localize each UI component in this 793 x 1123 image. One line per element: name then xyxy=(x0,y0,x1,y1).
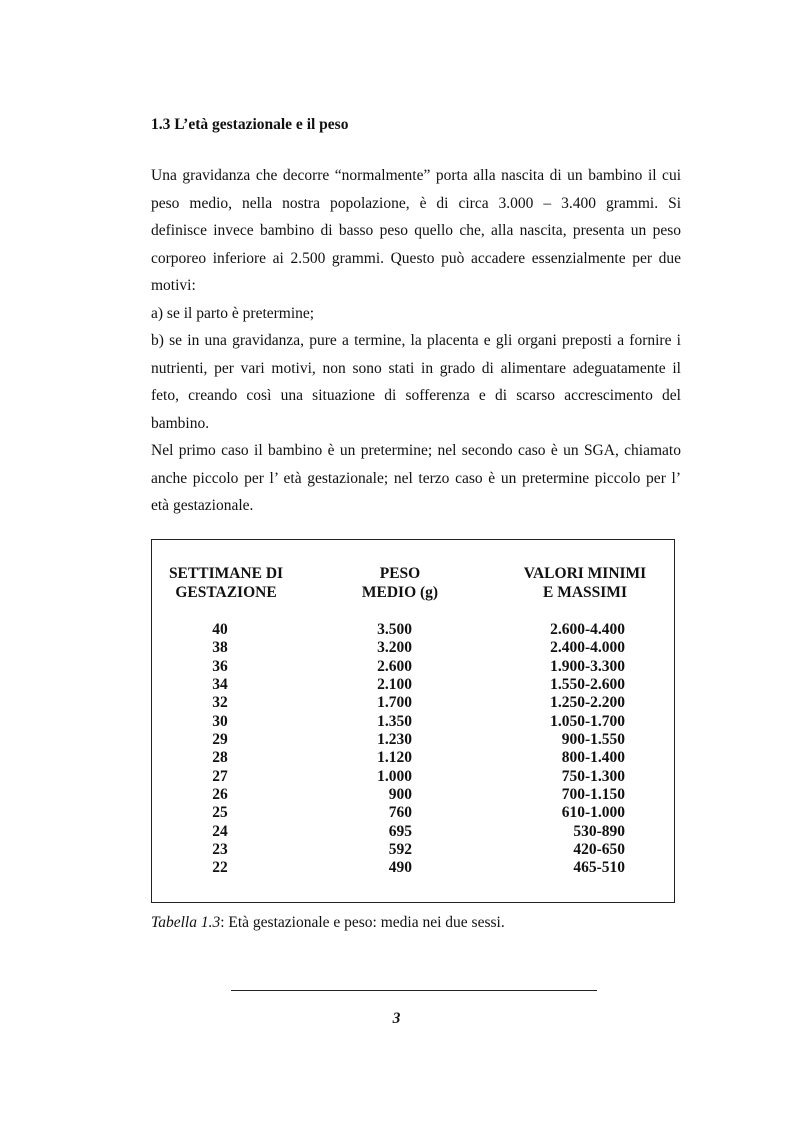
header-weeks-line: SETTIMANE DI xyxy=(168,565,284,582)
cell-range: 800-1.400 xyxy=(561,749,625,767)
cell-weeks: 30 xyxy=(212,712,228,730)
cell-weeks: 27 xyxy=(212,767,228,785)
header-range-line: E MASSIMI xyxy=(543,583,627,601)
header-peso-line: MEDIO (g) xyxy=(361,583,439,601)
cell-weeks: 36 xyxy=(212,657,228,675)
table-caption xyxy=(151,914,505,932)
cell-peso: 2.600 xyxy=(377,657,412,675)
cell-range: 700-1.150 xyxy=(561,786,625,804)
section-heading: 1.3 L’età gestazionale e il peso xyxy=(151,116,349,133)
header-range xyxy=(515,565,655,602)
header-peso xyxy=(345,565,455,602)
cell-peso: 3.200 xyxy=(377,639,412,657)
cell-range: 1.550-2.600 xyxy=(550,676,625,694)
peso-column xyxy=(352,621,412,878)
paragraph-line: definisce invece bambino di basso peso quello che, alla nascita, presenta un peso xyxy=(151,222,681,239)
paragraph-line: motivi: xyxy=(151,277,196,294)
paragraph-line: Nel primo caso il bambino è un pretermine; nel secondo caso è un SGA, chiamato xyxy=(151,442,681,459)
cell-weeks: 24 xyxy=(212,822,228,840)
header-range-line: VALORI MINIMI xyxy=(523,565,647,582)
paragraph-line: b) se in una gravidanza, pure a termine, la placenta e gli organi preposti a fornire i xyxy=(151,332,681,349)
weeks-column xyxy=(205,621,235,878)
cell-weeks: 25 xyxy=(212,804,228,822)
cell-range: 2.400-4.000 xyxy=(550,639,625,657)
caption-label: Tabella 1.3 xyxy=(151,914,221,931)
cell-range: 1.900-3.300 xyxy=(550,657,625,675)
cell-weeks: 26 xyxy=(212,786,228,804)
cell-range: 1.250-2.200 xyxy=(550,694,625,712)
header-weeks xyxy=(166,565,286,602)
cell-weeks: 22 xyxy=(212,859,228,877)
paragraph-line: feto, creando così una situazione di sofferenza e di scarso accrescimento del xyxy=(151,387,681,404)
cell-peso: 760 xyxy=(388,804,412,822)
gestational-weight-table xyxy=(151,539,675,903)
cell-peso: 695 xyxy=(388,822,412,840)
cell-peso: 1.700 xyxy=(377,694,412,712)
paragraph-line: età gestazionale. xyxy=(151,497,254,514)
cell-range: 465-510 xyxy=(573,859,625,877)
paragraph-line: Una gravidanza che decorre “normalmente” porta alla nascita di un bambino il cui xyxy=(151,167,681,184)
cell-weeks: 23 xyxy=(212,841,228,859)
range-column xyxy=(532,621,625,878)
cell-peso: 490 xyxy=(388,859,412,877)
cell-weeks: 38 xyxy=(212,639,228,657)
cell-range: 610-1.000 xyxy=(561,804,625,822)
cell-peso: 1.230 xyxy=(377,731,412,749)
caption-text: : Età gestazionale e peso: media nei due sessi. xyxy=(220,914,505,931)
cell-peso: 1.120 xyxy=(377,749,412,767)
cell-peso: 1.000 xyxy=(377,767,412,785)
header-weeks-line: GESTAZIONE xyxy=(175,583,277,601)
cell-range: 900-1.550 xyxy=(561,731,625,749)
page-number: 3 xyxy=(392,1010,401,1027)
cell-peso: 3.500 xyxy=(377,621,412,638)
cell-range: 420-650 xyxy=(573,841,625,859)
cell-peso: 1.350 xyxy=(377,712,412,730)
paragraph-line: nutrienti, per vari motivi, non sono stati in grado di alimentare adeguatamente il xyxy=(151,359,681,377)
paragraph-line: anche piccolo per l’ età gestazionale; nel terzo caso è un pretermine piccolo per l’ xyxy=(151,469,681,487)
paragraph-line: corporeo inferiore ai 2.500 grammi. Questo può accadere essenzialmente per due xyxy=(151,249,681,267)
cell-weeks: 28 xyxy=(212,749,228,767)
cell-range: 530-890 xyxy=(573,822,625,840)
cell-weeks: 32 xyxy=(212,694,228,712)
paragraph-line: bambino. xyxy=(151,414,210,432)
cell-range: 750-1.300 xyxy=(561,767,625,785)
cell-weeks: 34 xyxy=(212,676,228,694)
cell-peso: 592 xyxy=(388,841,412,859)
header-peso-line: PESO xyxy=(379,565,421,582)
cell-range: 2.600-4.400 xyxy=(550,621,625,638)
cell-peso: 2.100 xyxy=(377,676,412,694)
cell-range: 1.050-1.700 xyxy=(550,712,625,730)
paragraph-line: a) se il parto è pretermine; xyxy=(151,304,315,322)
footer-divider xyxy=(231,990,597,991)
body-paragraph xyxy=(151,162,681,520)
cell-weeks: 29 xyxy=(212,731,228,749)
paragraph-line: peso medio, nella nostra popolazione, è di circa 3.000 – 3.400 grammi. Si xyxy=(151,194,681,212)
cell-weeks: 40 xyxy=(212,621,228,638)
cell-peso: 900 xyxy=(388,786,412,804)
